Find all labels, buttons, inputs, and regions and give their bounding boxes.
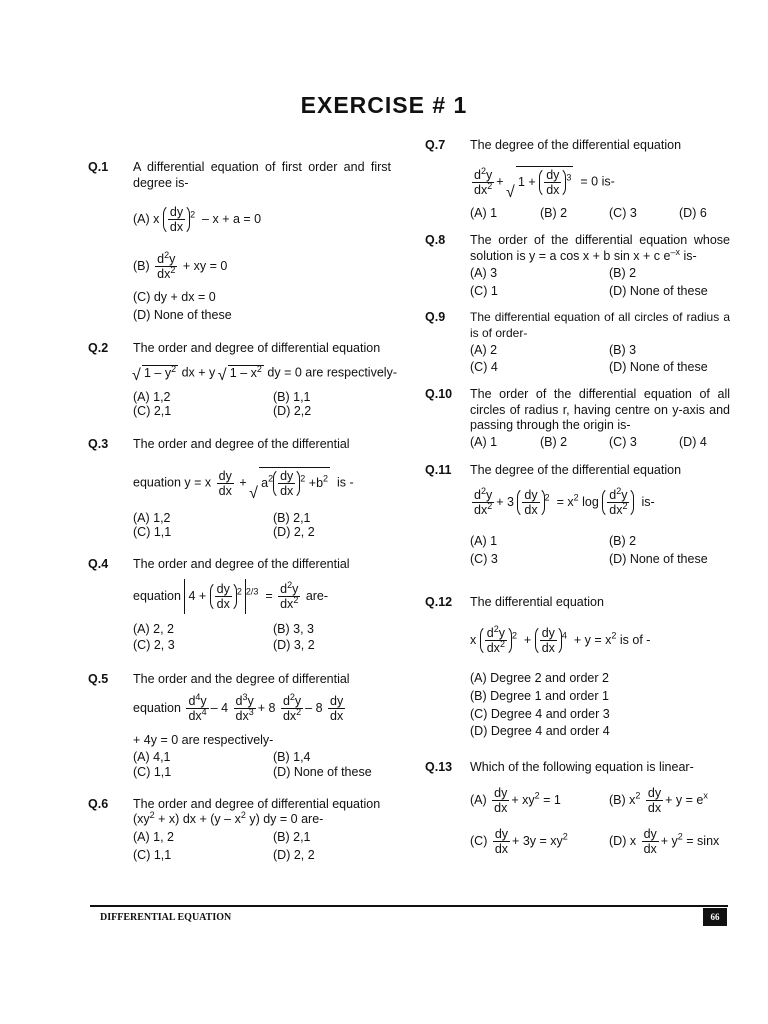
- option-c: (C) 3: [609, 435, 637, 449]
- equation-continued: + 4y = 0 are respectively-: [133, 733, 274, 747]
- option-d: (D) None of these: [133, 308, 232, 322]
- question-number: Q.7: [425, 138, 446, 152]
- question-text: The order and the degree of differential: [133, 672, 350, 686]
- question-number: Q.4: [88, 557, 109, 571]
- question-text: The order and degree of differential equation: [133, 341, 381, 355]
- option-d: (D) 6: [679, 206, 707, 220]
- option-d: (D) None of these: [609, 360, 708, 374]
- option-b: (B) Degree 1 and order 1: [470, 689, 609, 703]
- option-c: (C) 3: [609, 206, 637, 220]
- question-9: [425, 310, 730, 380]
- option-a: (A) x $\frac{dy}{dx}$ $^2$ – x + a = 0: [133, 205, 262, 234]
- page-title: EXERCISE # 1: [300, 92, 468, 118]
- option-b: (B) 2: [609, 266, 637, 280]
- option-c: (C) 1,1: [133, 765, 172, 779]
- option-d: (D) None of these: [609, 284, 708, 298]
- question-10: [425, 387, 730, 457]
- option-a: (A) 1,2: [133, 390, 171, 404]
- question-text: The order and degree of the differential: [133, 437, 350, 451]
- question-2: [88, 341, 397, 421]
- option-a: (A) 1: [470, 534, 498, 548]
- question-5: [88, 672, 393, 782]
- option-c: (C) 2, 3: [133, 638, 175, 652]
- option-d: (D) 4: [679, 435, 707, 449]
- page-number: 66: [703, 908, 727, 926]
- question-number: Q.12: [425, 595, 453, 609]
- footer-rule: [90, 905, 728, 907]
- question-text: The degree of the differential equation: [470, 138, 682, 152]
- option-a: (A) Degree 2 and order 2: [470, 671, 609, 685]
- question-4: [88, 557, 393, 657]
- option-b: (B) 1,4: [273, 750, 311, 764]
- question-7: [425, 138, 730, 228]
- option-a: (A) 1,2: [133, 511, 171, 525]
- option-b: (B) 1,1: [273, 390, 311, 404]
- question-text: The order and degree of the differential: [133, 557, 350, 571]
- option-d: (D) x $\frac{dy}{dx}$ + $y^2 = \sin x$: [609, 827, 720, 856]
- option-a: (A) $\frac{dy}{dx}$ + $xy^2 = 1$: [470, 786, 561, 815]
- option-d: (D) Degree 4 and order 4: [470, 724, 610, 738]
- question-text: The differential equation of all circles of radius a is of order-: [470, 310, 730, 340]
- equation: equation 4 + $\frac{dy}{dx}$ $^2$ $^{2/3}$ = $\frac{d^2y}{dx^2}$ are-: [133, 579, 328, 614]
- option-b: (B) 2,1: [273, 830, 311, 844]
- option-b: (B) 3: [609, 343, 637, 357]
- option-a: (A) 1: [470, 435, 498, 449]
- option-d: (D) 2, 2: [273, 848, 315, 862]
- equation: $(xy^2 + x)$ dx + ($y - x^2$ y) dy = 0 are-: [133, 809, 324, 826]
- question-number: Q.11: [425, 463, 452, 477]
- question-text: The order and degree of differential equation: [133, 797, 381, 811]
- question-text: The degree of the differential equation: [470, 463, 682, 477]
- option-c: (C) 3: [470, 552, 498, 566]
- question-13: [425, 760, 730, 870]
- option-c: (C) 4: [470, 360, 498, 374]
- question-number: Q.10: [425, 387, 453, 401]
- question-number: Q.9: [425, 310, 446, 324]
- equation: x $\frac{d^2y}{dx^2}$ $^2$ + $\frac{dy}{dx}$ $^4 + y = x^2$ is of -: [470, 623, 651, 655]
- option-c: (C) 1,1: [133, 525, 172, 539]
- question-text: The differential equation: [470, 595, 604, 609]
- option-a: (A) 2: [470, 343, 498, 357]
- option-b: (B) 2: [540, 206, 568, 220]
- question-3: [88, 437, 393, 542]
- question-number: Q.6: [88, 797, 109, 811]
- option-c: (C) dy + dx = 0: [133, 290, 216, 304]
- option-c: (C) Degree 4 and order 3: [470, 707, 610, 721]
- option-b: (B) $x^2$ $\frac{dy}{dx}$ + $y = e^x$: [609, 786, 708, 815]
- option-b: (B) 3, 3: [273, 622, 314, 636]
- question-text: The order of the differential equation of all circles of radius r, having centre on y-axis and passing through the origin is-: [470, 387, 730, 432]
- option-a: (A) 2, 2: [133, 622, 174, 636]
- question-1: [88, 160, 393, 330]
- equation: $\frac{d^2y}{dx^2}$ + 3 $\frac{dy}{dx}$ $^2 = x^2$ log $\frac{d^2y}{dx^2}$ is-: [474, 485, 655, 517]
- equation: $\frac{d^2y}{dx^2}$ + √ 1 + $\frac{dy}{dx}$ $^3$ = 0 is-: [470, 166, 615, 198]
- question-11: [425, 463, 730, 573]
- option-b: (B) 2: [609, 534, 637, 548]
- option-a: (A) 4,1: [133, 750, 171, 764]
- option-d: (D) None of these: [609, 552, 708, 566]
- equation: equation y = x $\frac{dy}{dx}$ + √ $a^2$ $\frac{dy}{dx}$ $^2 +b^2$ is -: [133, 467, 354, 499]
- option-d: (D) 3, 2: [273, 638, 315, 652]
- option-d: (D) 2,2: [273, 404, 312, 418]
- question-6: [88, 797, 393, 867]
- question-number: Q.5: [88, 672, 109, 686]
- question-8: [425, 233, 730, 303]
- question-text: Which of the following equation is linear-: [470, 760, 694, 774]
- option-d: (D) None of these: [273, 765, 372, 779]
- question-number: Q.8: [425, 233, 446, 247]
- option-c: (C) 1: [470, 284, 498, 298]
- option-b: (B) 2,1: [273, 511, 311, 525]
- option-c: (C) $\frac{dy}{dx}$ + $3y = xy^2$: [470, 827, 568, 856]
- question-text: The order of the differential equation whose solution is y = a cos x + b sin x + c $e^{-x}$ is-: [470, 233, 730, 263]
- footer-chapter: DIFFERENTIAL EQUATION: [100, 912, 232, 923]
- question-number: Q.1: [88, 160, 109, 174]
- option-b: (B) $\frac{d^2y}{dx^2}$ + xy = 0: [133, 249, 228, 281]
- option-d: (D) 2, 2: [273, 525, 315, 539]
- option-b: (B) 2: [540, 435, 568, 449]
- equation: equation $\frac{d^4y}{dx^4}$ – 4 $\frac{d^3y}{dx^3}$ + 8 $\frac{d^2y}{dx^2}$ – 8 $\frac{dy}{dx}$: [133, 691, 344, 723]
- option-c: (C) 1,1: [133, 848, 172, 862]
- question-number: Q.2: [88, 341, 109, 355]
- question-number: Q.3: [88, 437, 109, 451]
- question-number: Q.13: [425, 760, 453, 774]
- option-a: (A) 1, 2: [133, 830, 174, 844]
- option-a: (A) 3: [470, 266, 498, 280]
- option-a: (A) 1: [470, 206, 498, 220]
- question-12: [425, 595, 730, 745]
- question-text: A differential equation of first order and first degree is-: [133, 160, 391, 190]
- equation: √ $1 - y^2$ dx + y √ $1 - x^2$ dy = 0 are respectively-: [133, 365, 397, 382]
- option-c: (C) 2,1: [133, 404, 172, 418]
